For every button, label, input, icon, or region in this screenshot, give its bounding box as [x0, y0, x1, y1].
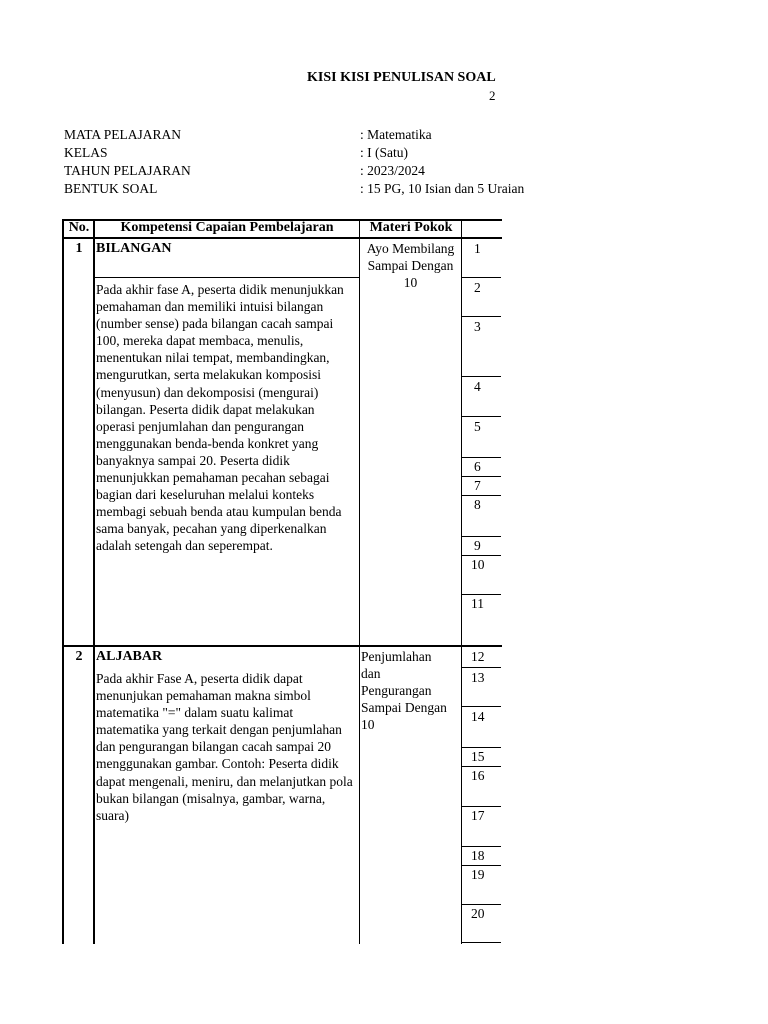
question-divider [461, 747, 501, 748]
question-divider [461, 594, 501, 595]
question-number: 16 [471, 768, 485, 783]
col-kompetensi-border [359, 219, 360, 944]
section-heading: BILANGAN [96, 241, 172, 256]
question-divider [461, 667, 501, 668]
info-label-mata-pelajaran: MATA PELAJARAN [64, 127, 182, 142]
table-left-border [62, 219, 64, 944]
section-description: Pada akhir Fase A, peserta didik dapat menunjukan pemahaman makna simbol matematika "=" dalam suatu kalimat matematika yang terkait dengan penjumlahan dan pengurangan bilangan cacah sampai 20 menggunakan gambar. Contoh: Peserta didik dapat mengenali, meniru, dan melanjutkan pola bukan bilangan (misalnya, gambar, warna, suara) [96, 671, 353, 823]
question-divider [461, 457, 501, 458]
question-divider [461, 555, 501, 556]
section-number: 2 [75, 649, 83, 664]
materi-pokok [361, 648, 461, 733]
section-description: Pada akhir fase A, peserta didik menunjukkan pemahaman dan memiliki intuisi bilangan (number sense) pada bilangan cacah sampai 100, mereka dapat membaca, menulis, menentukan nilai tempat, membandingkan, mengurutkan, serta melakukan komposisi (menyusun) dan dekomposisi (mengurai) bilangan. Peserta didik dapat melakukan operasi penjumlahan dan pengurangan menggunakan benda-benda konkret yang banyaknya sampai 20. Peserta didik menunjukkan pemahaman pecahan sebagai bagian dari keseluruhan melalui konteks membagi sebuah benda atau kumpulan benda sama banyak, pecahan yang diperkenalkan adalah setengah dan seperempat. [96, 282, 344, 554]
question-number: 8 [474, 497, 481, 512]
question-number: 12 [471, 649, 485, 664]
question-divider [461, 536, 501, 537]
question-number: 3 [474, 319, 481, 334]
question-divider [461, 865, 501, 866]
question-divider [461, 316, 501, 317]
question-number: 18 [471, 848, 485, 863]
info-value-kelas: : I (Satu) [360, 145, 408, 160]
question-number: 6 [474, 459, 481, 474]
question-divider [461, 846, 501, 847]
question-number: 13 [471, 670, 485, 685]
document-subtitle-fragment: 2 [489, 88, 496, 103]
question-number: 2 [474, 280, 481, 295]
materi-pokok [360, 240, 461, 291]
section-bottom-border [62, 645, 502, 647]
header-materi-pokok: Materi Pokok [369, 220, 453, 235]
question-number: 19 [471, 867, 485, 882]
question-number: 7 [474, 478, 481, 493]
question-divider [461, 706, 501, 707]
question-number: 20 [471, 906, 485, 921]
materi-line: Pengurangan [361, 683, 432, 698]
section-heading: ALJABAR [96, 649, 163, 664]
question-number: 10 [471, 557, 485, 572]
document-title: KISI KISI PENULISAN SOAL [307, 70, 496, 85]
question-number: 11 [471, 596, 484, 611]
materi-line: Sampai Dengan [361, 700, 447, 715]
header-kompetensi: Kompetensi Capaian Pembelajaran [120, 220, 334, 235]
col-materi-border [461, 219, 462, 944]
question-divider [461, 942, 501, 943]
question-divider [461, 277, 501, 278]
materi-line: Ayo Membilang [366, 241, 455, 256]
question-divider [461, 904, 501, 905]
question-number: 1 [474, 241, 481, 256]
question-number: 4 [474, 379, 481, 394]
materi-line: Sampai Dengan [367, 258, 454, 273]
question-divider [461, 376, 501, 377]
question-divider [461, 806, 501, 807]
question-divider [461, 416, 501, 417]
materi-line: 10 [361, 717, 375, 732]
info-value-bentuk-soal: : 15 PG, 10 Isian dan 5 Uraian [360, 181, 525, 196]
question-number: 14 [471, 709, 485, 724]
materi-line: 10 [403, 275, 418, 290]
col-no-border [93, 219, 95, 944]
question-divider [461, 766, 501, 767]
heading-divider [94, 277, 359, 278]
section-number: 1 [75, 241, 83, 256]
info-label-tahun-pelajaran: TAHUN PELAJARAN [64, 163, 191, 178]
question-divider [461, 476, 501, 477]
info-value-tahun-pelajaran: : 2023/2024 [360, 163, 425, 178]
question-number: 5 [474, 419, 481, 434]
header-no: No. [68, 220, 90, 235]
question-divider [461, 495, 501, 496]
header-bottom-border [62, 237, 502, 239]
info-label-kelas: KELAS [64, 145, 108, 160]
question-number: 15 [471, 749, 485, 764]
materi-line: Penjumlahan [361, 649, 432, 664]
info-value-mata-pelajaran: : Matematika [360, 127, 432, 142]
materi-line: dan [361, 666, 381, 681]
question-number: 9 [474, 538, 481, 553]
question-number: 17 [471, 808, 485, 823]
info-label-bentuk-soal: BENTUK SOAL [64, 181, 158, 196]
